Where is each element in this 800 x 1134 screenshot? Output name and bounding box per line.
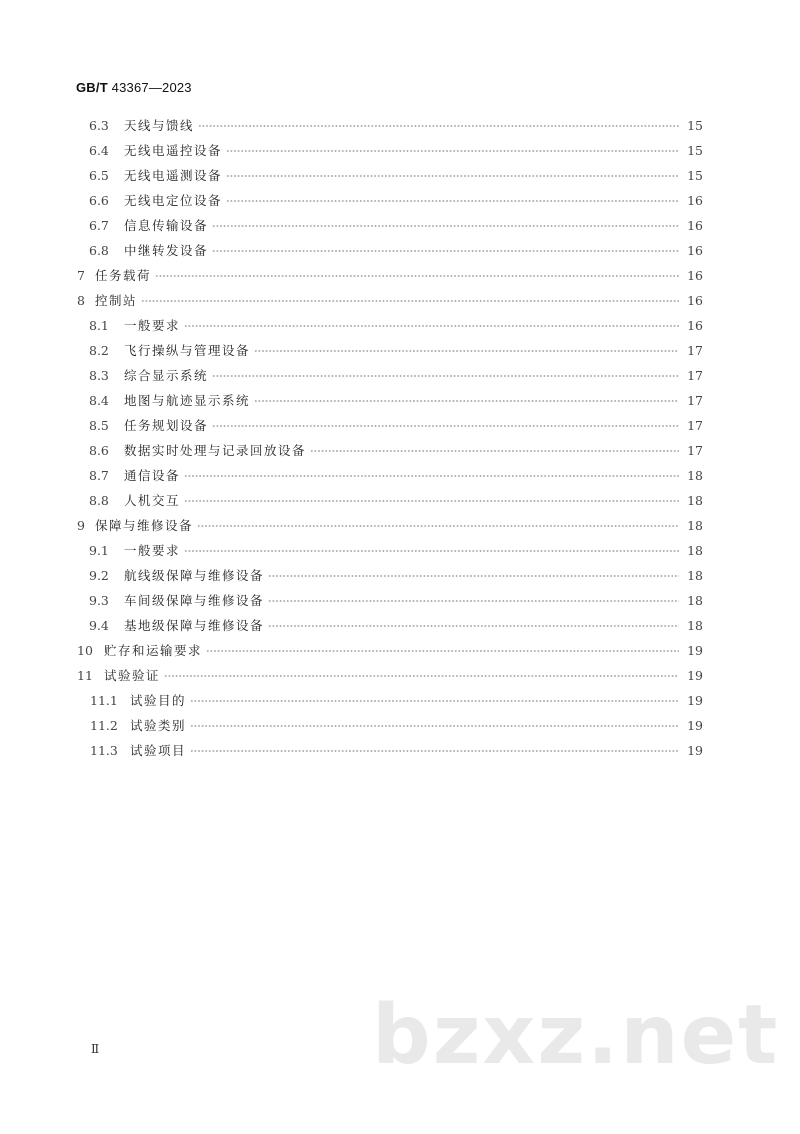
toc-entry[interactable]	[0, 113, 800, 138]
toc-entry-number: 6.6	[89, 193, 109, 208]
toc-entry-page: 18	[687, 518, 703, 533]
toc-entry-number: 9.4	[89, 618, 109, 633]
toc-entry[interactable]	[0, 163, 800, 188]
toc-entry-title: 人机交互	[124, 493, 181, 508]
toc-entry[interactable]	[0, 138, 800, 163]
toc-entry-page: 17	[687, 443, 703, 458]
toc-entry[interactable]	[0, 388, 800, 413]
toc-entry-title: 地图与航迹显示系统	[124, 393, 251, 408]
dot-leader	[184, 325, 679, 327]
toc-entry-number: 11	[77, 668, 93, 683]
toc-entry-title: 无线电遥测设备	[124, 168, 223, 183]
toc-entry-page: 18	[687, 618, 703, 633]
toc-entry-number: 8.6	[89, 443, 109, 458]
toc-entry[interactable]	[0, 563, 800, 588]
toc-entry-page: 16	[687, 218, 703, 233]
toc-entry-title: 信息传输设备	[124, 218, 209, 233]
toc-entry[interactable]	[0, 338, 800, 363]
toc-entry-title: 试验验证	[104, 668, 161, 683]
toc-entry[interactable]	[0, 463, 800, 488]
toc-entry[interactable]	[0, 288, 800, 313]
toc-entry[interactable]	[0, 663, 800, 688]
toc-entry-title: 基地级保障与维修设备	[124, 618, 265, 633]
toc-entry-number: 11.3	[90, 743, 118, 758]
toc-entry-number: 6.7	[89, 218, 109, 233]
toc-entry-number: 11.2	[90, 718, 118, 733]
dot-leader	[226, 200, 679, 202]
dot-leader	[212, 425, 679, 427]
toc-entry-title: 车间级保障与维修设备	[124, 593, 265, 608]
toc-entry[interactable]	[0, 488, 800, 513]
dot-leader	[190, 700, 679, 702]
toc-entry-page: 16	[687, 243, 703, 258]
toc-entry-page: 16	[687, 268, 703, 283]
toc-entry-number: 9.2	[89, 568, 109, 583]
toc-entry-page: 17	[687, 418, 703, 433]
toc-entry-title: 贮存和运输要求	[104, 643, 203, 658]
toc-entry[interactable]	[0, 713, 800, 738]
toc-entry-number: 8.7	[89, 468, 109, 483]
dot-leader	[268, 600, 679, 602]
toc-entry-number: 7	[77, 268, 85, 283]
dot-leader	[206, 650, 679, 652]
toc-entry-number: 9	[77, 518, 85, 533]
toc-entry-page: 15	[687, 143, 703, 158]
toc-entry-number: 8	[77, 293, 85, 308]
toc-entry[interactable]	[0, 513, 800, 538]
toc-entry-title: 任务规划设备	[124, 418, 209, 433]
dot-leader	[226, 150, 679, 152]
dot-leader	[268, 625, 679, 627]
toc-entry-title: 保障与维修设备	[95, 518, 194, 533]
dot-leader	[198, 125, 679, 127]
toc-entry-page: 15	[687, 168, 703, 183]
dot-leader	[226, 175, 679, 177]
standard-number: 43367—2023	[111, 80, 192, 95]
toc-entry-number: 6.3	[89, 118, 109, 133]
toc-entry-page: 19	[687, 743, 703, 758]
dot-leader	[268, 575, 679, 577]
toc-entry-number: 8.8	[89, 493, 109, 508]
toc-entry-page: 18	[687, 593, 703, 608]
toc-entry-number: 9.3	[89, 593, 109, 608]
toc-entry-page: 19	[687, 643, 703, 658]
dot-leader	[310, 450, 679, 452]
dot-leader	[164, 675, 679, 677]
toc-entry-number: 6.8	[89, 243, 109, 258]
toc-entry-number: 8.1	[89, 318, 109, 333]
toc-entry-page: 18	[687, 468, 703, 483]
toc-entry-title: 任务载荷	[95, 268, 152, 283]
toc-entry-page: 16	[687, 193, 703, 208]
toc-entry-title: 无线电遥控设备	[124, 143, 223, 158]
toc-entry[interactable]	[0, 613, 800, 638]
toc-entry-title: 无线电定位设备	[124, 193, 223, 208]
toc-entry-page: 19	[687, 693, 703, 708]
dot-leader	[190, 750, 679, 752]
toc-entry-title: 中继转发设备	[124, 243, 209, 258]
toc-entry[interactable]	[0, 238, 800, 263]
dot-leader	[197, 525, 679, 527]
toc-entry[interactable]	[0, 213, 800, 238]
toc-entry-title: 一般要求	[124, 543, 181, 558]
toc-entry-page: 17	[687, 343, 703, 358]
dot-leader	[184, 550, 679, 552]
toc-entry[interactable]	[0, 438, 800, 463]
toc-entry[interactable]	[0, 638, 800, 663]
toc-entry-number: 9.1	[89, 543, 109, 558]
toc-entry-title: 数据实时处理与记录回放设备	[124, 443, 307, 458]
dot-leader	[212, 375, 679, 377]
toc-entry-title: 飞行操纵与管理设备	[124, 343, 251, 358]
dot-leader	[212, 225, 679, 227]
toc-entry[interactable]	[0, 413, 800, 438]
standard-prefix: GB/T	[76, 80, 108, 95]
toc-entry-number: 8.5	[89, 418, 109, 433]
toc-entry-page: 19	[687, 718, 703, 733]
toc-entry-number: 8.2	[89, 343, 109, 358]
toc-entry-page: 17	[687, 393, 703, 408]
toc-entry-number: 6.5	[89, 168, 109, 183]
standard-number-header	[76, 80, 192, 95]
dot-leader	[155, 275, 679, 277]
toc-entry-title: 通信设备	[124, 468, 181, 483]
toc-entry-page: 18	[687, 543, 703, 558]
toc-entry-page: 16	[687, 293, 703, 308]
dot-leader	[254, 350, 679, 352]
toc-entry[interactable]	[0, 263, 800, 288]
toc-entry[interactable]	[0, 363, 800, 388]
toc-entry-title: 控制站	[95, 293, 138, 308]
toc-entry-page: 16	[687, 318, 703, 333]
toc-entry-title: 试验类别	[130, 718, 187, 733]
toc-entry[interactable]	[0, 738, 800, 763]
dot-leader	[141, 300, 679, 302]
watermark: bzxz.net	[372, 988, 780, 1083]
page-number: Ⅱ	[91, 1042, 100, 1056]
toc-entry-title: 试验项目	[130, 743, 187, 758]
toc-entry[interactable]	[0, 588, 800, 613]
toc-entry-number: 8.4	[89, 393, 109, 408]
dot-leader	[254, 400, 679, 402]
toc-entry-title: 航线级保障与维修设备	[124, 568, 265, 583]
dot-leader	[184, 500, 679, 502]
toc-entry-title: 天线与馈线	[124, 118, 195, 133]
toc-entry-page: 15	[687, 118, 703, 133]
toc-entry-title: 试验目的	[130, 693, 187, 708]
dot-leader	[190, 725, 679, 727]
toc-entry-page: 18	[687, 493, 703, 508]
toc-entry-title: 综合显示系统	[124, 368, 209, 383]
dot-leader	[212, 250, 679, 252]
toc-entry[interactable]	[0, 188, 800, 213]
toc-entry-number: 11.1	[90, 693, 118, 708]
toc-entry-number: 6.4	[89, 143, 109, 158]
dot-leader	[184, 475, 679, 477]
toc-entry-page: 19	[687, 668, 703, 683]
toc-entry-number: 10	[77, 643, 93, 658]
toc-entry[interactable]	[0, 688, 800, 713]
toc-entry-page: 18	[687, 568, 703, 583]
toc-entry-number: 8.3	[89, 368, 109, 383]
toc-entry-title: 一般要求	[124, 318, 181, 333]
toc-entry-page: 17	[687, 368, 703, 383]
toc-entry[interactable]	[0, 538, 800, 563]
toc-entry[interactable]	[0, 313, 800, 338]
